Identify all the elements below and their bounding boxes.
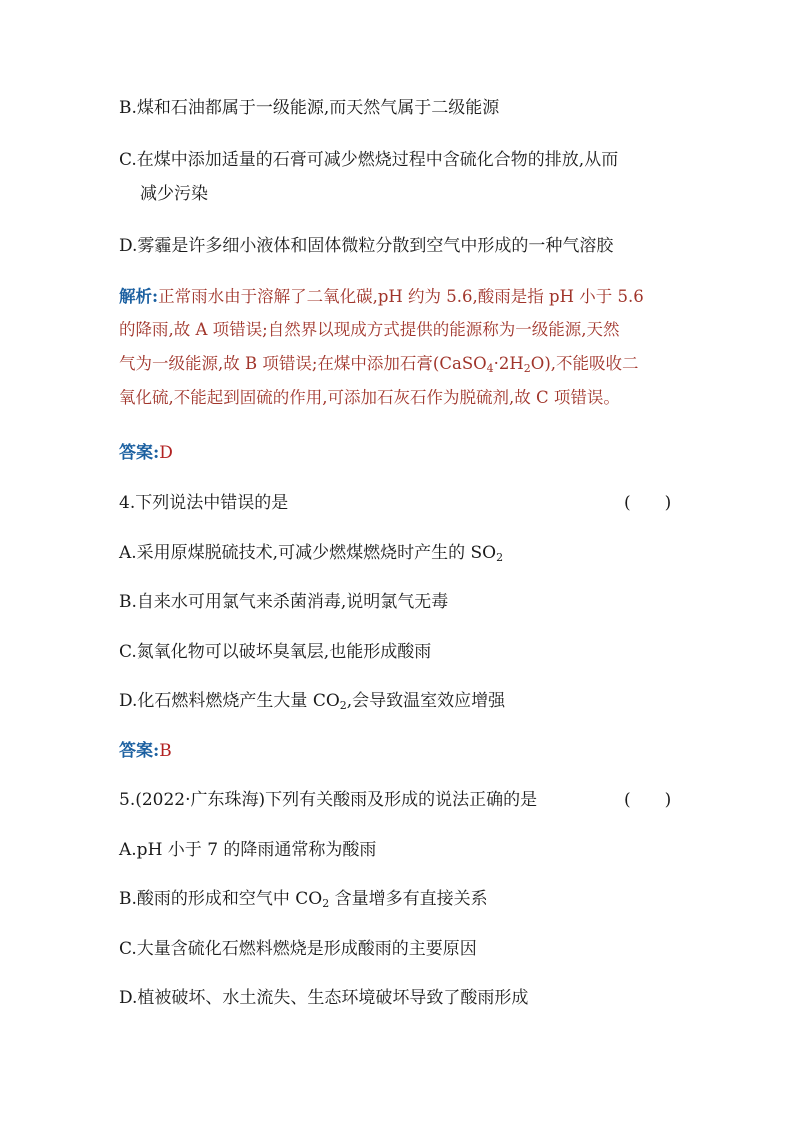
analysis-label: 解析: [119,287,159,306]
q4-option-d [119,689,505,713]
q5-option-b-text-2: 含量增多有直接关系 [329,889,488,909]
q5-option-b-text: B.酸雨的形成和空气中 CO [119,889,323,909]
analysis-text-3b: ·2H [493,354,524,373]
q3-analysis-line-3 [119,352,639,376]
subscript: 2 [523,362,531,375]
q5-option-a: A.pH 小于 7 的降雨通常称为酸雨 [119,840,377,860]
q3-option-c: C.在煤中添加适量的石膏可减少燃烧过程中含硫化合物的排放,从而 [119,150,619,170]
q3-analysis-line-1 [119,285,644,309]
q3-option-c-cont: 减少污染 [140,184,208,204]
q4-stem: 4.下列说法中错误的是 [119,493,289,513]
q4-option-d-text-2: ,会导致温室效应增强 [346,691,506,711]
q5-answer-blank: ( ) [624,790,672,810]
analysis-text-3a: 气为一级能源,故 B 项错误;在煤中添加石膏(CaSO [119,354,487,373]
q5-option-b [119,887,488,911]
subscript: 2 [339,699,347,712]
q4-option-b: B.自来水可用氯气来杀菌消毒,说明氯气无毒 [119,592,449,612]
subscript: 2 [322,897,330,910]
answer-value: D [159,443,173,463]
q4-answer-blank: ( ) [624,493,672,513]
subscript: 4 [486,362,494,375]
q4-option-c: C.氮氧化物可以破坏臭氧层,也能形成酸雨 [119,642,432,662]
q5-option-c: C.大量含硫化石燃料燃烧是形成酸雨的主要原因 [119,939,477,959]
analysis-text-1: 正常雨水由于溶解了二氧化碳,pH 约为 5.6,酸雨是指 pH 小于 5.6 [158,287,644,306]
q4-answer [119,739,172,763]
answer-label: 答案: [119,443,160,463]
answer-label: 答案: [119,741,160,761]
q5-stem: 5.(2022·广东珠海)下列有关酸雨及形成的说法正确的是 [119,790,538,810]
q4-option-a [119,541,503,565]
subscript: 2 [496,551,504,564]
q5-option-d: D.植被破坏、水土流失、生态环境破坏导致了酸雨形成 [119,988,529,1008]
q3-option-d: D.雾霾是许多细小液体和固体微粒分散到空气中形成的一种气溶胶 [119,236,614,256]
q3-answer [119,441,173,465]
answer-value: B [159,741,172,761]
q4-option-a-text: A.采用原煤脱硫技术,可减少燃煤燃烧时产生的 SO [119,543,497,563]
analysis-text-3c: O),不能吸收二 [530,354,639,373]
q4-option-d-text: D.化石燃料燃烧产生大量 CO [119,691,340,711]
q3-option-b: B.煤和石油都属于一级能源,而天然气属于二级能源 [119,98,500,118]
q3-analysis-line-4: 氧化硫,不能起到固硫的作用,可添加石灰石作为脱硫剂,故 C 项错误。 [119,388,620,407]
q3-analysis-line-2: 的降雨,故 A 项错误;自然界以现成方式提供的能源称为一级能源,天然 [119,320,620,339]
